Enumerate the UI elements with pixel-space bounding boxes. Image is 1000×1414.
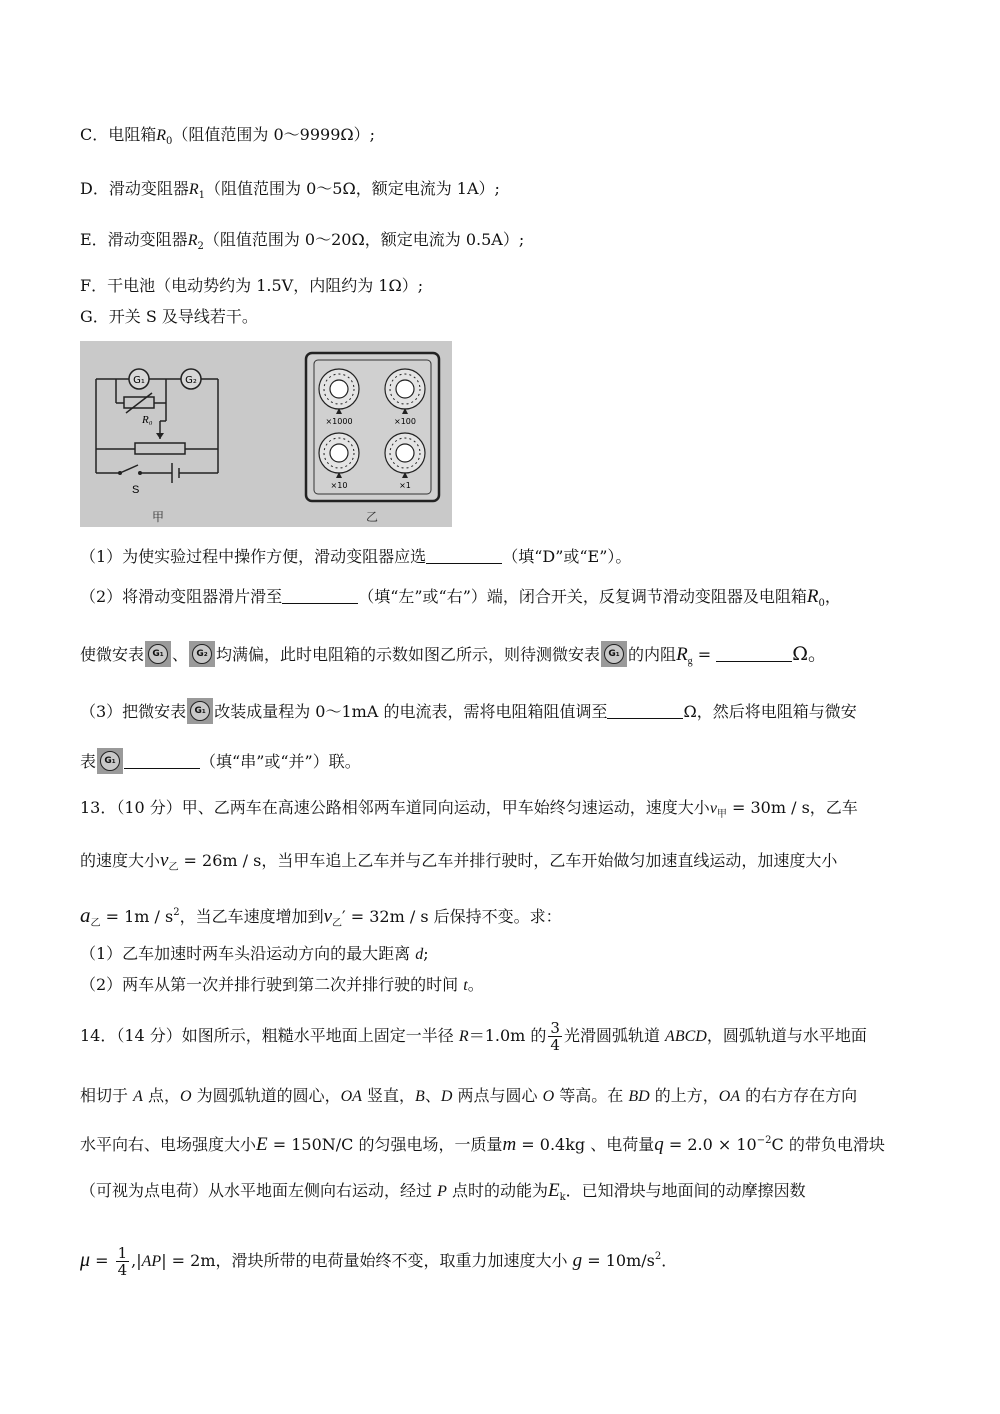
g1-icon: G₁ — [187, 698, 213, 724]
q12-part1: （1）为使实验过程中操作方便，滑动变阻器应选 （填“D”或“E”）。 — [80, 547, 632, 566]
svg-text:×1: ×1 — [399, 481, 411, 490]
q14-line2: 相切于 A 点，O 为圆弧轨道的圆心，OA 竖直，B、D 两点与圆心 O 等高。在 BD 的上方，OA 的右方存在方向 — [80, 1086, 858, 1105]
switch-label: S — [132, 484, 140, 496]
q12-part2-cont: 使微安表 G₁ 、 G₂ 均满偏，此时电阻箱的示数如图乙所示，则待测微安表 G₁ 的内阻$R_g = \Omega$。 — [80, 643, 828, 667]
q13-line1: 13．（10 分）甲、乙两车在高速公路相邻两车道同向运动，甲车始终匀速运动，速度大小$v_甲 = 30m / s$，乙车 — [80, 798, 858, 820]
switch-contact — [138, 471, 142, 475]
answer-blank[interactable] — [124, 752, 200, 769]
option-g: G．开关 S 及导线若干。 — [80, 307, 258, 326]
answer-blank[interactable] — [282, 587, 358, 604]
svg-text:×100: ×100 — [394, 417, 416, 426]
g1-label: G₁ — [133, 375, 145, 386]
q13-sub2: （2）两车从第一次并排行驶到第二次并排行驶的时间 t。 — [80, 975, 484, 994]
answer-blank[interactable] — [426, 547, 502, 564]
g1-icon: G₁ — [97, 748, 123, 774]
q14-line1: 14．（14 分）如图所示，粗糙水平地面上固定一半径 R＝1.0m 的 $\frac{3}{4}$ 光滑圆弧轨道 ABCD，圆弧轨道与水平地面 — [80, 1019, 867, 1054]
answer-blank[interactable] — [607, 702, 683, 719]
q13-line2: 的速度大小$v_乙 = 26m / s$，当甲车追上乙车并与乙车并排行驶时，乙车开始做匀加速直线运动，加速度大小 — [80, 850, 838, 873]
g1-icon: G₁ — [145, 641, 171, 667]
answer-blank[interactable] — [716, 645, 792, 662]
fraction: $\frac{3}{4}$ — [550, 1019, 560, 1054]
circuit-figure — [80, 341, 452, 527]
g2-icon: G₂ — [189, 641, 215, 667]
option-c: C．电阻箱$R_0$（阻值范围为 0～9999Ω）; — [80, 125, 376, 147]
figure-label-yi: 乙 — [366, 510, 379, 524]
r0-label: R₀ — [142, 414, 153, 426]
q13-line3: $a_乙 = 1m / s^2$，当乙车速度增加到$v_乙' = 32m / s$ 后保持不变。求： — [80, 903, 562, 929]
q14-line5: μ = $\frac{1}{4}$ ,|AP| = 2m，滑块所带的电荷量始终不变，取重力加速度大小 $g = 10m/s^2$． — [80, 1244, 678, 1279]
figure-label-jia: 甲 — [152, 510, 165, 524]
g2-label: G₂ — [185, 375, 197, 386]
q12-part3: （3）把微安表 G₁ 改装成量程为 0～1mA 的电流表，需将电阻箱阻值调至 Ω，然后将电阻箱与微安 — [80, 698, 857, 724]
option-f: F．干电池（电动势约为 1.5V，内阻约为 1Ω）; — [80, 276, 424, 295]
g1-icon: G₁ — [601, 641, 627, 667]
svg-text:×10: ×10 — [330, 481, 348, 490]
fraction: $\frac{1}{4}$ — [117, 1244, 128, 1279]
switch-pivot — [118, 471, 122, 475]
q12-part2: （2）将滑动变阻器滑片滑至 （填“左”或“右”）端，闭合开关，反复调节滑动变阻器及电阻箱$R_0$， — [80, 586, 841, 609]
svg-text:×1000: ×1000 — [325, 417, 353, 426]
q14-line3: 水平向右、电场强度大小E = 150N/C 的匀强电场，一质量m = 0.4kg 、电荷量$q = 2.0 \times 10^{-2}C$ 的带负电滑块 — [80, 1134, 885, 1155]
q14-line4: （可视为点电荷）从水平地面左侧向右运动，经过 P 点时的动能为$E_k$．已知滑块与地面间的动摩擦因数 — [80, 1180, 806, 1203]
q12-part3-cont: 表 G₁ （填“串”或“并”）联。 — [80, 748, 361, 774]
option-e: E．滑动变阻器$R_2$（阻值范围为 0～20Ω，额定电流为 0.5A）; — [80, 230, 525, 252]
option-d: D．滑动变阻器$R_1$（阻值范围为 0～5Ω，额定电流为 1A）; — [80, 179, 500, 201]
q13-sub1: （1）乙车加速时两车头沿运动方向的最大距离 d; — [80, 944, 429, 963]
